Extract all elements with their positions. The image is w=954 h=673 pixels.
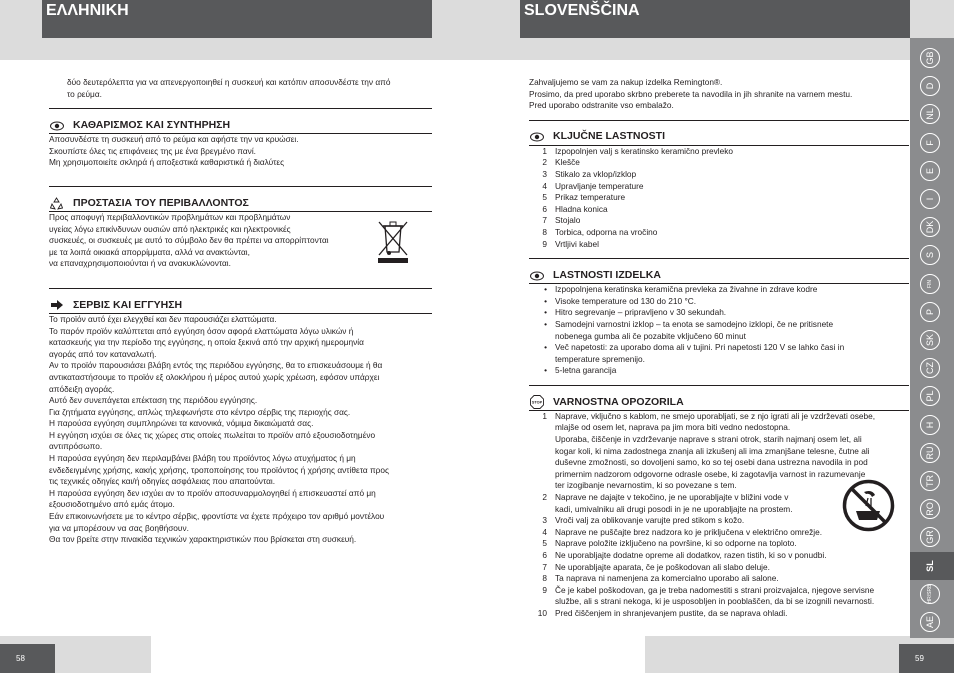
language-tab-nl[interactable]: NL — [920, 104, 940, 124]
list-item-number: 6 — [542, 203, 547, 214]
list-item-text: Stikalo za vklop/izklop — [555, 168, 637, 179]
list-item-text: Ne uporabljajte aparata, če je poškodovan ali slabo deluje. — [555, 561, 770, 572]
list-item-number: 2 — [542, 157, 547, 168]
right-column — [529, 77, 909, 620]
list-item-text: Naprave položite izključeno na površine, ki so odporne na toploto. — [555, 538, 797, 549]
left-s3-text: Το προϊόν αυτό έχει ελεγχθεί και δεν παρουσιάζει ελαττώματα. Το παρόν προϊόν καλύπτεται από εγγύηση όσον αφορά ελαττώματα λόγω υλικών ή κατασκευής για την περίοδο της εγγύησης, η οποία ξεκινά από την αρχική ημερομηνία αγοράς από τον καταναλωτή. Αν το προϊόν παρουσιάσει βλάβη εντός της περιόδου εγγύησης, θα το επισκευάσουμε ή θα αντικαταστήσουμε το προϊόν εξ ολοκλήρου ή μέρος αυτού χωρίς χρέωση, εφόσον υπάρχει απόδειξη αγοράς. Αυτό δεν συνεπάγεται επέκταση της περιόδου εγγύησης. Για ζητήματα εγγύησης, απλώς τηλεφωνήστε στο κέντρο σέρβις της περιοχής σας. Η παρούσα εγγύηση συμπληρώνει τα κανονικά, νόμιμα δικαιώματά σας. Η εγγύηση ισχύει σε όλες τις χώρες στις οποίες πωλείται το προϊόν από εξουσιοδοτημένο αντιπρόσωπο. Η παρούσα εγγύηση δεν περιλαμβάνει βλάβη του προϊόντος λόγω ατυχήματος ή μη ενδεδειγμένης χρήσης, κακής χρήσης, τροποποίησης του προϊόντος ή χρήσης αντίθετα προς τις τεχνικές οδηγίες και/ή οδηγίες ασφάλειας που απαιτούνται. Η παρούσα εγγύηση δεν ισχύει αν το προϊόν αποσυναρμολογηθεί ή επισκευαστεί από μη εξουσιοδοτημένο από εμάς άτομο. Εάν επικοινωνήσετε με το κέντρο σέρβις, φροντίστε να έχετε πρόχειρο τον αριθμό μοντέλου για να μπορέσουν να σας βοηθήσουν. Θα τον βρείτε στην πινακίδα τεχνικών χαρακτηριστικών που βρίσκεται στη συσκευή. — [49, 313, 390, 545]
list-item-text: Ne uporabljajte dodatne opreme ali dodatkov, razen tistih, ki so v ponudbi. — [555, 550, 827, 560]
list-item-text: Če je kabel poškodovan, ga je treba nadomestiti s strani proizvajalca, njegove servisne službe, ali s strani nekoga, ki je usposobljen in pooblaščen, da bi se izognili nevarnosti. — [555, 584, 875, 607]
list-item-text: Naprave ne dajajte v tekočino, je ne uporabljajte v bližini vode v kadi, umivalniku ali drugi posodi in je ne uporabljajte na prostem. — [555, 492, 793, 514]
language-tab-sk[interactable]: SK — [920, 330, 940, 350]
right-section-features — [529, 130, 909, 145]
language-tab-strip — [910, 38, 954, 638]
list-item-text: Pred čiščenjem in shranjevanjem pustite, da se naprava ohladi. — [555, 607, 788, 618]
list-item — [529, 608, 909, 620]
list-item-number: 3 — [542, 168, 547, 179]
language-tab-tr[interactable]: TR — [920, 471, 940, 491]
right-page-title: SLOVENŠČINA — [520, 0, 910, 38]
list-item-number: 8 — [542, 573, 547, 584]
language-tab-ru[interactable]: RU — [920, 443, 940, 463]
list-item-number: 9 — [542, 584, 547, 595]
list-item-text: 5-letna garancija — [555, 365, 617, 376]
list-item-text: Samodejni varnostni izklop – ta enota se samodejno izklopi, če ne pritisnete nobenega gumba ali če pozabite vključeno 60 minut — [555, 318, 834, 341]
language-tab-sl[interactable]: SL — [925, 559, 935, 572]
language-tab-cz[interactable]: CZ — [920, 358, 940, 378]
language-tab-hr-srb[interactable]: HR/SRB — [920, 584, 940, 604]
list-item-number: 5 — [542, 538, 547, 549]
list-item-number: 3 — [542, 515, 547, 526]
list-item — [529, 365, 909, 377]
recycle-icon — [49, 197, 64, 209]
stop-icon — [529, 396, 544, 408]
list-item-number: • — [544, 318, 547, 329]
list-item-number: 9 — [542, 238, 547, 249]
list-item — [529, 227, 909, 239]
left-s2-text: Προς αποφυγή περιβαλλοντικών προβλημάτων και προβλημάτων υγείας λόγω επικίνδυνων ουσιών από ηλεκτρικές και ηλεκτρονικές συσκευές, οι συσκευές με αυτό το σύμβολο δεν θα πρέπει να απορρίπτονται με τα λοιπά οικιακά απορρίμματα, αλλά να ανακτώνται, να επαναχρησιμοποιούνται ή να ανακυκλώνονται. — [49, 211, 329, 269]
list-item-number: 5 — [542, 192, 547, 203]
language-tab-fin[interactable]: FIN — [920, 274, 940, 294]
language-tab-s[interactable]: S — [920, 245, 940, 265]
list-item-text: Naprave, vključno s kablom, ne smejo uporabljati, se z njo igrati ali je vzdrževati osebe, mlajše od osem let, naprava pa jim mora biti vedno nedostopna. Uporaba, čiščenje in vzdrževanje naprave s strani otrok, starih najmanj osem let, ali kogar koli, ki nima zadostnega znanja ali izkušenj ali ima zmanjšane telesne, čutne ali duševne zmožnosti, so dovoljeni samo, ko so tej osebi dana ustrezna navodila in pod primernim nadzorom odgovorne odrasle osebe, ki zagotavlja varnost in razumevanje ter izogibanje nevarnostim, ki so povezane s tem. — [555, 410, 876, 491]
list-item — [529, 538, 909, 550]
language-tab-ro[interactable]: RO — [920, 499, 940, 519]
product-features-list — [529, 284, 909, 377]
language-tab-gb[interactable]: GB — [920, 48, 940, 68]
list-item-number: • — [544, 295, 547, 306]
list-item-text: Vroči valj za oblikovanje varujte pred stikom s kožo. — [555, 515, 745, 526]
list-item — [529, 192, 909, 204]
list-item-number: 8 — [542, 226, 547, 237]
right-section-safety — [529, 395, 909, 410]
list-item-number: 4 — [542, 180, 547, 191]
list-item-number: • — [544, 365, 547, 376]
right-s2-title: LASTNOSTI IZDELKA — [553, 268, 661, 281]
list-item-number: 1 — [542, 145, 547, 156]
list-item-text: Ta naprava ni namenjena za komercialno uporabo ali salone. — [555, 573, 779, 584]
eye-icon — [49, 120, 64, 132]
language-tab-h[interactable]: H — [920, 415, 940, 435]
left-section-service — [49, 298, 432, 313]
svg-text:STOP: STOP — [531, 400, 542, 405]
list-item-number: 4 — [542, 526, 547, 537]
list-item — [529, 319, 909, 342]
list-item-text: Klešče — [555, 157, 580, 168]
left-intro: δύο δευτερόλεπτα για να απενεργοποιηθεί η συσκευή και κατόπιν αποσυνδέστε την από το ρεύμα. — [67, 77, 391, 99]
language-tab-i[interactable]: I — [920, 189, 940, 209]
list-item-text: Visoke temperature od 130 do 210 °C. — [555, 295, 697, 306]
eye-icon — [529, 131, 544, 143]
right-page-number: 59 — [899, 644, 954, 673]
list-item-number: 6 — [542, 550, 547, 560]
language-tab-d[interactable]: D — [920, 76, 940, 96]
list-item — [529, 146, 909, 158]
list-item — [529, 307, 909, 319]
list-item — [529, 585, 909, 608]
left-page-title: ΕΛΛΗΝΙΚΗ — [42, 0, 432, 38]
list-item-text: Upravljanje temperature — [555, 180, 644, 191]
list-item — [529, 562, 909, 574]
list-item — [529, 573, 909, 585]
list-item-number: 7 — [542, 561, 547, 572]
language-tab-dk[interactable]: DK — [920, 217, 940, 237]
list-item — [529, 550, 909, 562]
left-column — [49, 77, 432, 546]
list-item-number: • — [544, 284, 547, 295]
list-item — [529, 239, 909, 251]
right-s1-title: KLJUČNE LASTNOSTI — [553, 130, 666, 143]
list-item — [529, 204, 909, 216]
list-item-text: Naprave ne puščajte brez nadzora ko je priključena v električno omrežje. — [555, 526, 823, 537]
crossed-bin-icon — [376, 220, 410, 264]
list-item-number: • — [544, 307, 547, 318]
language-tab-p[interactable]: P — [920, 302, 940, 322]
list-item-text: Stojalo — [555, 215, 581, 226]
left-page-number: 58 — [0, 644, 55, 673]
list-item — [529, 284, 909, 296]
left-s3-title: ΣΕΡΒΙΣ ΚΑΙ ΕΓΓΥΗΣΗ — [73, 298, 183, 311]
list-item-text: Vrtljivi kabel — [555, 238, 599, 249]
list-item — [529, 215, 909, 227]
list-item-number: • — [544, 342, 547, 353]
list-item-text: Hladna konica — [555, 203, 608, 214]
left-s1-title: ΚΑΘΑΡΙΣΜΟΣ ΚΑΙ ΣΥΝΤΗΡΗΣΗ — [73, 118, 231, 131]
left-s2-title: ΠΡΟΣΤΑΣΙΑ ΤΟΥ ΠΕΡΙΒΑΛΛΟΝΤΟΣ — [73, 196, 249, 209]
list-item — [529, 181, 909, 193]
list-item-text: Izpopolnjena keratinska keramična prevleka za živahne in zdrave kodre — [555, 284, 818, 295]
language-tab-pl[interactable]: PL — [920, 386, 940, 406]
left-section-environment — [49, 196, 432, 211]
key-features-list — [529, 146, 909, 250]
left-s1-text: Αποσυνδέστε τη συσκευή από το ρεύμα και αφήστε την να κρυώσει. Σκουπίστε όλες τις επιφάνειες της με ένα βρεγμένο πανί. Μη χρησιμοποιείτε σκληρά ή αποξεστικά καθαριστικά ή διαλύτες — [49, 134, 299, 168]
list-item-number: 2 — [542, 492, 547, 503]
list-item-text: Torbica, odporna na vročino — [555, 226, 658, 237]
list-item — [529, 342, 909, 365]
list-item-text: Hitro segrevanje – pripravljeno v 30 sekundah. — [555, 307, 727, 318]
no-water-icon — [842, 479, 895, 532]
right-s3-title: VARNOSTNA OPOZORILA — [553, 395, 684, 408]
language-tab-gr[interactable]: GR — [920, 527, 940, 547]
language-tab-ae[interactable]: AE — [920, 612, 940, 632]
list-item-text: Prikaz temperature — [555, 192, 626, 203]
right-section-product-features — [529, 268, 909, 283]
eye-icon — [529, 270, 544, 282]
list-item-text: Več napetosti: za uporabo doma ali v tujini. Pri napetosti 120 V se lahko časi in temperature spremenijo. — [555, 342, 845, 364]
list-item-number: 1 — [542, 410, 547, 421]
arrow-right-icon — [49, 299, 64, 311]
list-item-number: 10 — [537, 607, 547, 618]
list-item — [529, 169, 909, 181]
list-item — [529, 157, 909, 169]
list-item-text: Izpopolnjen valj s keratinsko keramično prevleko — [555, 145, 734, 156]
right-intro: Zahvaljujemo se vam za nakup izdelka Remington®. Prosimo, da pred uporabo skrbno preberete ta navodila in jih shranite na varnem mestu. Pred uporabo odstranite vso embalažo. — [529, 77, 853, 111]
language-tab-f[interactable]: F — [920, 133, 940, 153]
left-section-cleaning — [49, 118, 432, 133]
list-item-number: 7 — [542, 215, 547, 226]
list-item — [529, 296, 909, 308]
language-tab-e[interactable]: E — [920, 161, 940, 181]
